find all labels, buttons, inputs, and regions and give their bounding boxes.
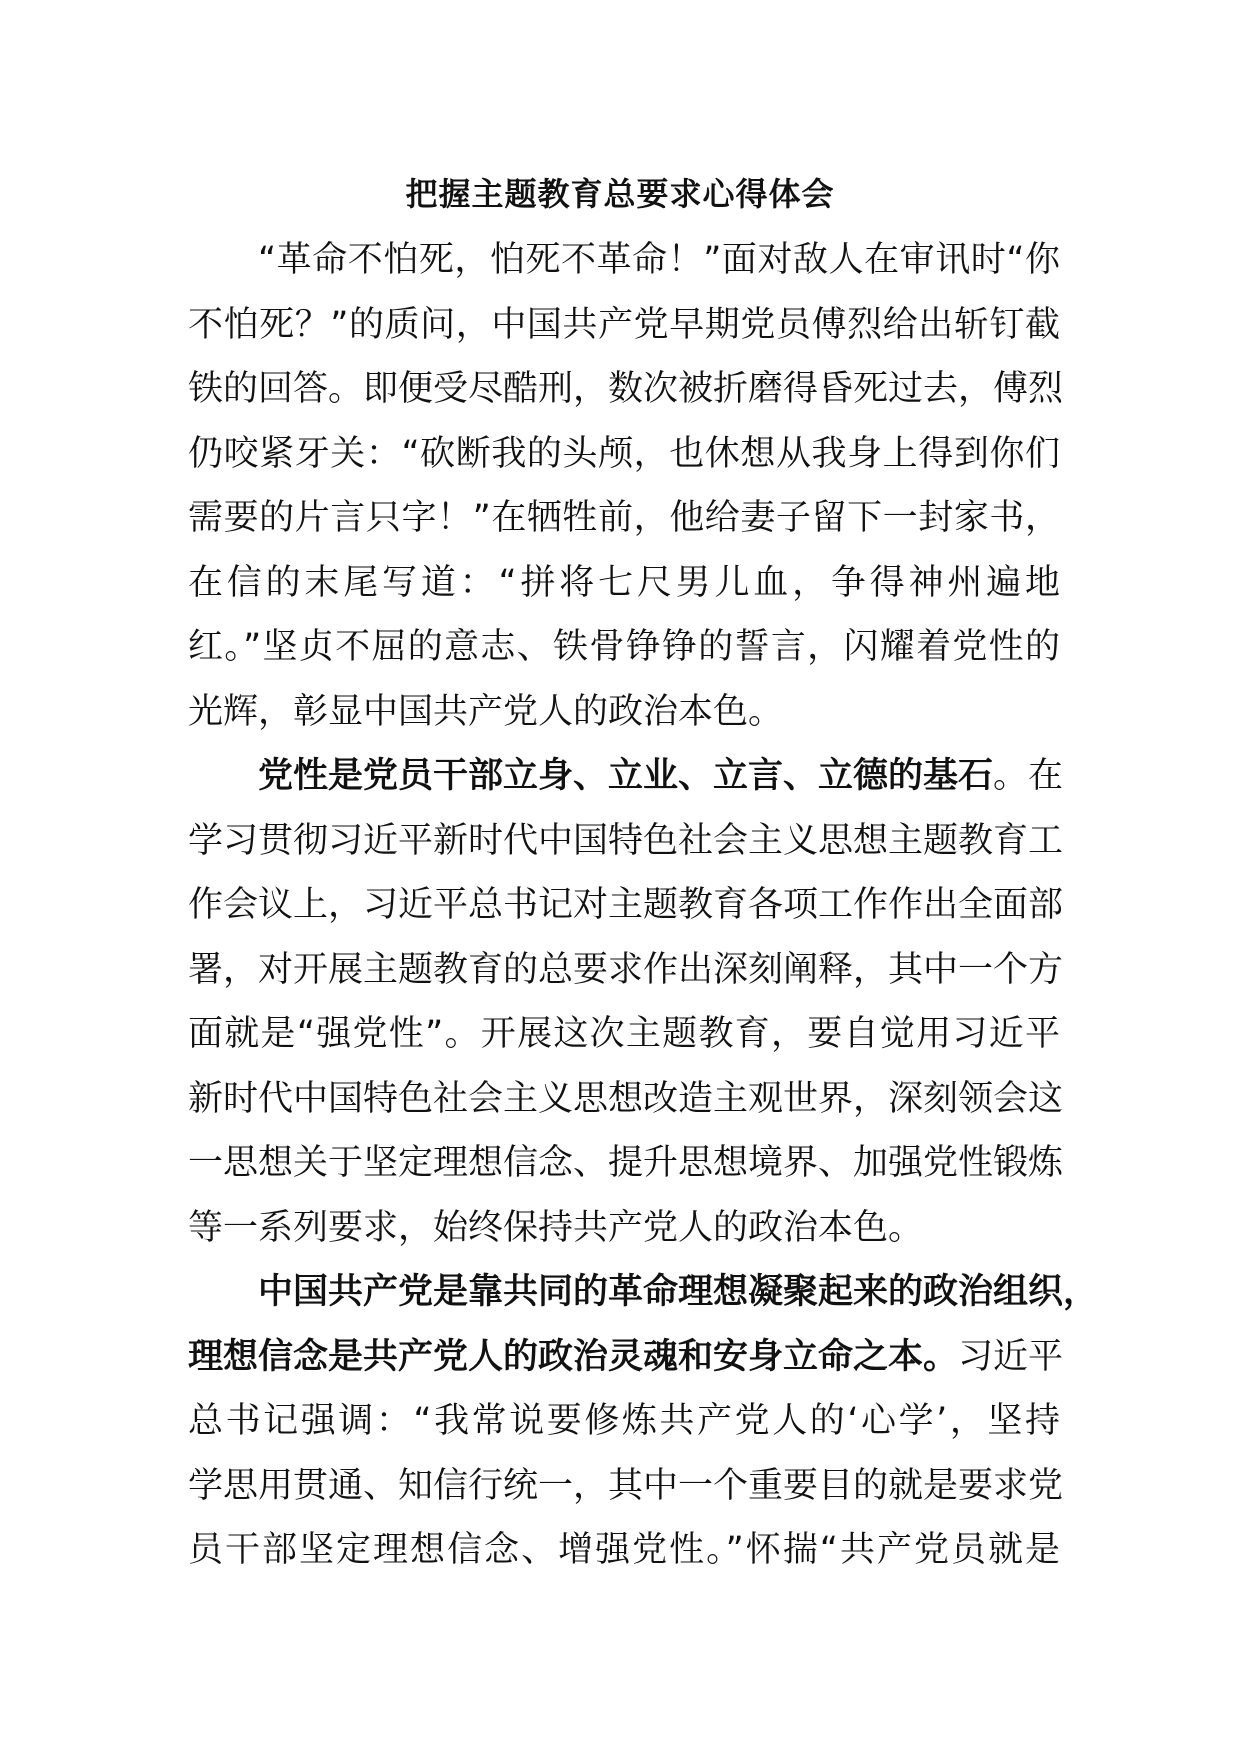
text-line: 学思用贯通、知信行统一，其中一个重要目的就是要求党 (188, 1465, 1064, 1506)
text-line: 一思想关于坚定理想信念、提升思想境界、加强党性锻炼 (188, 1143, 1064, 1183)
text-line (188, 751, 1064, 816)
paragraph-1 (188, 235, 1064, 751)
text-line: 铁的回答。即便受尽酷刑，数次被折磨得昏死过去，傅烈 (188, 369, 1064, 409)
paragraph-2 (188, 751, 1064, 1267)
text-line: 新时代中国特色社会主义思想改造主观世界，深刻领会这 (188, 1078, 1064, 1119)
text-line: 学习贯彻习近平新时代中国特色社会主义思想主题教育工 (188, 820, 1064, 861)
text-line: 员干部坚定理想信念、增强党性。”怀揣“共产党员就是 (188, 1530, 1060, 1570)
text-line: 总书记强调：“我常说要修炼共产党人的‘心学’，坚持 (188, 1401, 1060, 1441)
text-line: 中国共产党是靠共同的革命理想凝聚起来的政治组织， (258, 1272, 1099, 1312)
text-line: 光辉，彰显中国共产党人的政治本色。 (188, 691, 784, 732)
text-line: 红。”坚贞不屈的意志、铁骨铮铮的誓言，闪耀着党性的 (188, 627, 1060, 667)
lead-rest-text: 习近平 (958, 1336, 1064, 1377)
bold-lead-text: 党性是党员干部立身、立业、立言、立德的基石 (258, 756, 994, 796)
text-line: 等一系列要求，始终保持共产党人的政治本色。 (188, 1207, 924, 1248)
text-line: “革命不怕死，怕死不革命！”面对敌人在审讯时“你 (258, 240, 1060, 280)
bold-lead-text: 理想信念是共产党人的政治灵魂和安身立命之本。 (188, 1336, 959, 1377)
document-body (188, 235, 1099, 1590)
lead-rest-text: 。在 (993, 756, 1064, 796)
document-title: 把握主题教育总要求心得体会 (405, 175, 835, 213)
text-line: 不怕死？”的质问，中国共产党早期党员傅烈给出斩钉截 (188, 304, 1060, 345)
paragraph-3 (188, 1267, 1099, 1590)
text-line: 需要的片言只字！”在牺牲前，他给妻子留下一封家书， (188, 498, 1060, 538)
text-line (188, 1332, 1064, 1397)
text-line: 面就是“强党性”。开展这次主题教育，要自觉用习近平 (188, 1014, 1060, 1054)
text-line: 仍咬紧牙关：“砍断我的头颅，也休想从我身上得到你们 (188, 433, 1060, 474)
text-line: 署，对开展主题教育的总要求作出深刻阐释，其中一个方 (188, 949, 1064, 990)
text-line: 作会议上，习近平总书记对主题教育各项工作作出全面部 (188, 885, 1064, 925)
text-line: 在信的末尾写道：“拼将七尺男儿血，争得神州遍地 (188, 562, 1060, 603)
